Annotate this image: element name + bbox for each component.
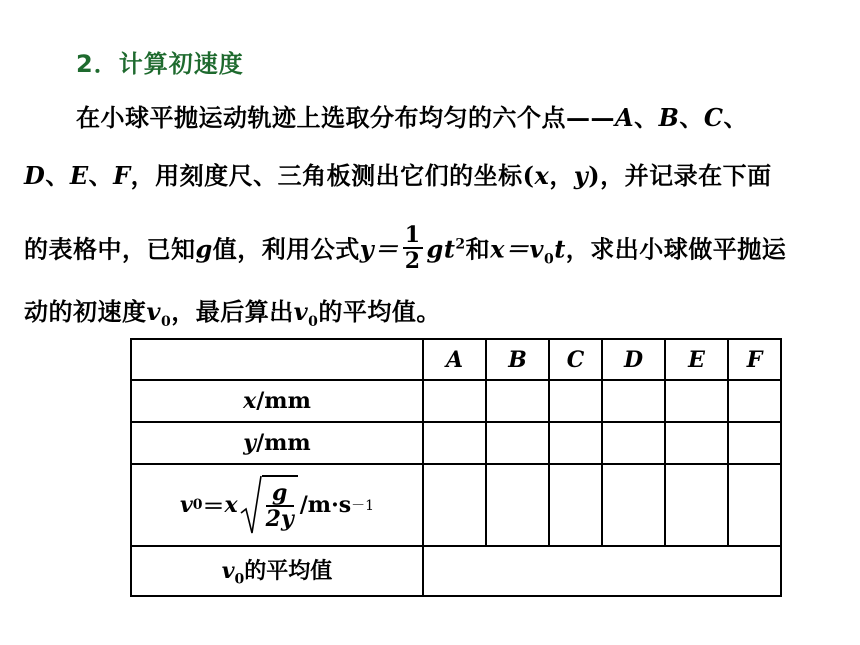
table-cell: [728, 464, 781, 546]
table-cell: [423, 380, 486, 422]
var-v: v: [179, 492, 193, 518]
subscript-0: 0: [308, 313, 319, 330]
point-e: E: [69, 161, 89, 190]
formula-y-eq: y＝: [359, 234, 399, 264]
fraction-denominator: 2y: [265, 506, 294, 532]
table-row-y: [131, 422, 781, 464]
text: 的平均值。: [318, 297, 441, 326]
var-x: x: [243, 388, 257, 414]
sep: 、: [88, 161, 114, 190]
unit-m-per-s: /m·s: [299, 492, 352, 518]
header-cell-f: F: [728, 339, 781, 380]
table-cell: [549, 464, 602, 546]
var-t: t: [554, 234, 566, 264]
var-x: x: [224, 492, 238, 518]
row-label-v0-formula: [131, 464, 423, 546]
var-v: v: [221, 558, 235, 585]
row-label-y: [131, 422, 423, 464]
table-cell: [486, 464, 549, 546]
table-cell: [602, 380, 665, 422]
radicand: [262, 475, 298, 535]
text: 在小球平抛运动轨迹上选取分布均匀的六个点——: [76, 103, 615, 132]
paragraph-line-3: [24, 222, 787, 276]
point-f: F: [113, 161, 131, 190]
sep: 、: [634, 103, 659, 132]
header-cell-a: A: [423, 339, 486, 380]
table-header-row: [131, 339, 781, 380]
header-cell-c: C: [549, 339, 602, 380]
var-g: g: [195, 234, 213, 264]
unit-mm: /mm: [256, 430, 311, 456]
table-cell: [423, 422, 486, 464]
text: ，最后算出: [171, 297, 294, 326]
sep: 、: [723, 103, 749, 132]
table-cell-merged: [423, 546, 781, 596]
fraction-numerator: g: [266, 481, 294, 507]
fraction-numerator: 1: [404, 222, 421, 248]
table-cell: [728, 422, 781, 464]
header-cell-b: B: [486, 339, 549, 380]
formula-x-eq: x＝: [490, 234, 530, 264]
table-cell: [549, 380, 602, 422]
section-heading: 2．计算初速度: [76, 50, 244, 78]
row-label-v0-average: [131, 546, 423, 596]
text: 的表格中，已知: [24, 234, 196, 264]
table-cell: [602, 422, 665, 464]
text: 动的初速度: [24, 297, 147, 326]
point-c: C: [703, 103, 724, 132]
point-b: B: [658, 103, 680, 132]
sep: 、: [679, 103, 704, 132]
subscript-0: 0: [234, 571, 245, 588]
table-cell: [665, 422, 728, 464]
formula-gt: gt: [426, 234, 456, 264]
sep: 、: [45, 161, 70, 190]
var-y: y: [243, 430, 257, 456]
var-v: v: [529, 234, 544, 264]
table-row-v0: [131, 464, 781, 546]
fraction-one-half: [403, 223, 423, 273]
fraction-g-over-2y: [266, 481, 294, 531]
table-cell: [423, 464, 486, 546]
exponent-minus-1: －1: [351, 498, 375, 514]
subscript-0: 0: [160, 313, 172, 330]
square-root: [240, 475, 298, 535]
table-cell: [486, 422, 549, 464]
average-label: 的平均值: [244, 558, 333, 585]
var-v: v: [293, 297, 309, 326]
text: ，用刻度尺、三角板测出它们的坐标(: [130, 161, 535, 190]
row-label-x: [131, 380, 423, 422]
subscript-0: 0: [192, 497, 203, 513]
header-cell-d: D: [602, 339, 665, 380]
var-y: y: [573, 161, 589, 190]
paragraph-line-2: [24, 156, 772, 191]
var-v: v: [146, 297, 161, 326]
table-row-v0-average: [131, 546, 781, 596]
v0-formula: [180, 475, 374, 535]
point-d: D: [24, 161, 46, 190]
header-cell-empty: [131, 339, 423, 380]
equals-sign: ＝: [202, 493, 225, 520]
unit-mm: /mm: [256, 388, 311, 414]
text: 和: [465, 234, 491, 264]
paragraph-line-1: [76, 98, 748, 133]
table-cell: [602, 464, 665, 546]
table-cell: [665, 380, 728, 422]
exponent-2: 2: [455, 236, 466, 253]
header-cell-e: E: [665, 339, 728, 380]
paragraph-line-4: [24, 292, 441, 330]
table-cell: [728, 380, 781, 422]
table-row-x: [131, 380, 781, 422]
table-cell: [665, 464, 728, 546]
var-x: x: [534, 161, 550, 190]
subscript-0: 0: [543, 251, 555, 268]
text: 值，利用公式: [212, 234, 360, 264]
fraction-denominator: 2: [404, 248, 421, 274]
comma: ，: [549, 161, 574, 190]
point-a: A: [615, 103, 635, 132]
text: ，求出小球做平抛运: [565, 234, 787, 264]
measurement-table: [130, 338, 782, 597]
radical-sign-icon: [240, 475, 262, 535]
text: )，并记录在下面: [588, 161, 772, 190]
table-cell: [486, 380, 549, 422]
table-cell: [549, 422, 602, 464]
